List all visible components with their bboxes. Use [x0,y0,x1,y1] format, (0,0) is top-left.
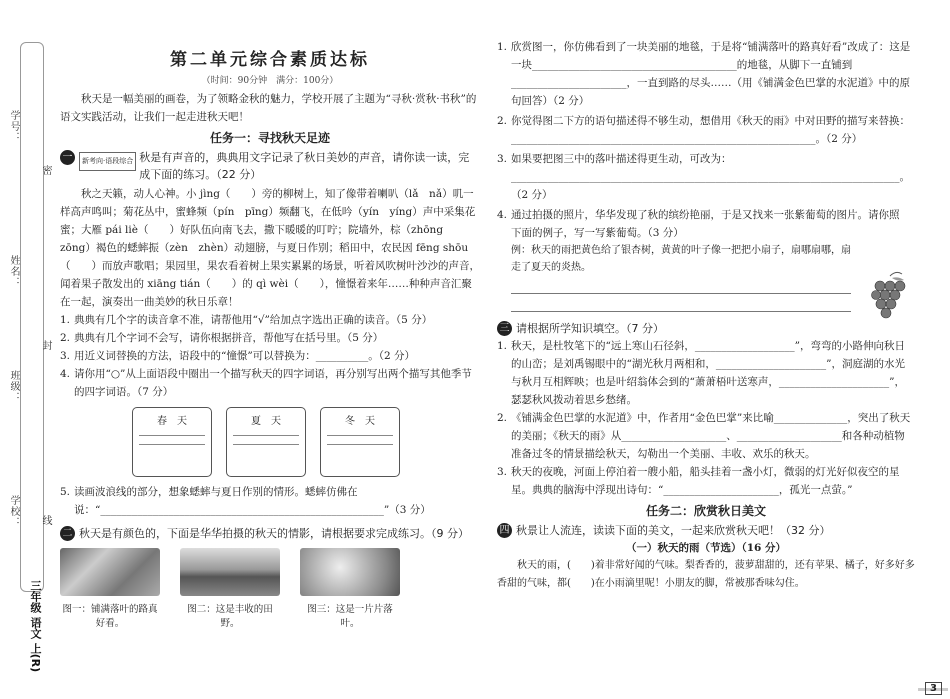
left-column [60,40,480,629]
section-1-passage: 秋之天籁，动人心神。小 jìng（ ）旁的柳树上，知了像带着喇叭（lǎ nǎ）叽一样高声鸣叫；菊花丛中，蜜蜂频（pín pīng）频翻飞，在低吟（yín yíng）声中采集花蜜；大雁 pái liè（ ）好队伍向南飞去，撒下暖暖的叮咛；院墙外，棕（zhōng zōng）褐色的蟋蟀振（zèn zhèn）动翅膀，与夏日作别；稻田中，农民因 fēng shōu（ ）而放声歌唱；果园里，果农看着树上果实累累的场景，听着风吹树叶沙沙的声音，闻着果子散发出的 xiāng tián（ ）的 qì wèi（ ），憧憬着来年……种种声音汇聚在一起，演奏出一曲美妙的秋日乐章！ [60,188,480,308]
question: 2. 典典有几个字词不会写，请你根据拼音，帮他写在括号里。（5 分） [60,332,384,344]
task2-title: 任务二：欣赏秋日美文 [645,504,766,518]
section-prompt: 秋景让人流连，读读下面的美文，一起来欣赏秋天吧！（32 分） [516,524,831,537]
name-label: 姓名： [8,255,19,288]
leaf-road-photo [60,548,160,596]
answer-line[interactable] [511,276,851,294]
question: 1. 秋天，是杜牧笔下的“远上寒山石径斜，___________________”，弯弯的小路伸向秋日的山峦；是刘禹锡眼中的“湖光秋月两相和，_____________________”，洞庭湖的水光与秋月互相辉映；也是叶绍翁体会到的“萧萧梧叶送寒声，_____________________”，瑟瑟秋风拨动着思乡愁绪。 [497,340,905,406]
field-photo [180,548,280,596]
section-number: 四 [497,523,512,538]
passage-text: 秋天的雨，( )着非常好闻的气味。梨香香的，菠萝甜甜的，还有苹果、橘子，好多好多香甜的气味，都( )在小雨滴里呢！小朋友的脚，常被那香味勾住。 [497,560,915,589]
photo-row [60,548,480,629]
student-id-label: 学号： [8,110,19,143]
section-prompt: 请根据所学知识填空。（7 分） [516,322,664,335]
seal-feng: 封 [40,340,51,351]
season-box-summer[interactable]: 夏 天 [226,407,306,477]
question: 2. 《铺满金色巴掌的水泥道》中，作者用“金色巴掌”来比喻______________，突出了秋天的美丽；《秋天的雨》从____________________、____________________和各种动植物准备过冬的情景描绘秋天，勾勒出一个美丽、丰收、欢乐的秋天。 [497,412,911,460]
binding-sidebar [0,0,51,699]
question: 4. 请你用“○”从上面语段中圈出一个描写秋天的四字词语，再分别写出两个描写其他季节的四字词语。（7 分） [60,368,472,398]
seal-xian: 线 [40,515,51,526]
question: 5. 读画波浪线的部分，想象蟋蟀与夏日作别的情形。蟋蟀仿佛在说：“______________________________________________________”（3 分） [60,486,431,516]
section-2-header [60,525,480,542]
school-label: 学校： [8,495,19,528]
example-text: 例：秋天的雨把黄色给了银杏树，黄黄的叶子像一把把小扇子，扇哪扇哪，扇走了夏天的炎热。 [511,245,851,273]
photo-3: 图三：这是一片片落叶。 [300,548,400,629]
season-boxes [132,407,480,477]
section-number: 一 [60,150,75,165]
grade-brand: 三年级 语文 上(R) [29,580,42,673]
section-prompt: 秋是有声音的，典典用文字记录了秋日美妙的声音，请你读一读，完成下面的练习。（22 分） [139,151,470,181]
page-title: 第二单元综合素质达标 [170,50,370,70]
question: 3. 用近义词替换的方法，语段中的“憧憬”可以替换为：__________。（2 分） [60,350,416,362]
question: 3. 如果要把图三中的落叶描述得更生动，可改为：__________________________________________________________________________。（2 分） [497,153,910,201]
right-column [497,38,915,593]
question: 1. 典典有几个字的读音拿不准，请帮他用“√”给加点字选出正确的读音。（5 分） [60,314,433,326]
question: 3. 秋天的夜晚，河面上停泊着一艘小船，船头挂着一盏小灯，微弱的灯光好似夜空的星星。典典的脑海中浮现出诗句：“______________________，孤光一点萤。” [497,466,900,496]
season-box-winter[interactable]: 冬 天 [320,407,400,477]
season-box-spring[interactable]: 春 天 [132,407,212,477]
passage-subtitle: （一）秋天的雨（节选）（16 分） [625,542,787,554]
question: 2. 你觉得图二下方的语句描述得不够生动，想借用《秋天的雨》中对田野的描写来替换：__________________________________________________________。（2 分） [497,115,910,145]
section-number: 二 [60,526,75,541]
section-prompt: 秋天是有颜色的，下面是华华拍摄的秋天的情影，请根据要求完成练习。（9 分） [79,527,469,540]
photo-2: 图二：这是丰收的田野。 [180,548,280,629]
answer-line[interactable] [511,294,851,312]
sidebar-box [20,42,44,592]
intro-text: 秋天是一幅美丽的画卷，为了领略金秋的魅力，学校开展了主题为“寻秋·赏秋·书秋”的语文实践活动，让我们一起走进秋天吧！ [60,93,477,123]
exam-info: （时间：90分钟 满分：100分） [201,76,339,86]
section-4-header [497,522,915,539]
section-3-header [497,320,915,337]
grape-icon [868,270,910,320]
question: 1. 欣赏图一，你仿佛看到了一块美丽的地毯，于是将“铺满落叶的路真好看”改成了：这是一块_______________________________________的地毯，从脚下一直铺到______________________，一直到路的尽头……（用《铺满金色巴掌的水泥道》中的原句回答）（2 分） [497,41,911,107]
section-1-header [60,149,480,183]
page-number: 3 [925,682,942,695]
question: 4. 通过拍摄的照片，华华发现了秋的缤纷艳丽，于是又找来一张紫葡萄的图片。请你照下面的例子，写一写紫葡萄。（3 分） [497,209,900,239]
seal-mi: 密 [40,165,51,176]
task1-title: 任务一：寻找秋天足迹 [209,131,330,145]
section-number: 三 [497,321,512,336]
new-type-badge: 新考向·语段综合 [79,152,136,171]
class-label: 班级： [8,370,19,403]
photo-1: 图一：铺满落叶的路真好看。 [60,548,160,629]
falling-leaves-photo [300,548,400,596]
